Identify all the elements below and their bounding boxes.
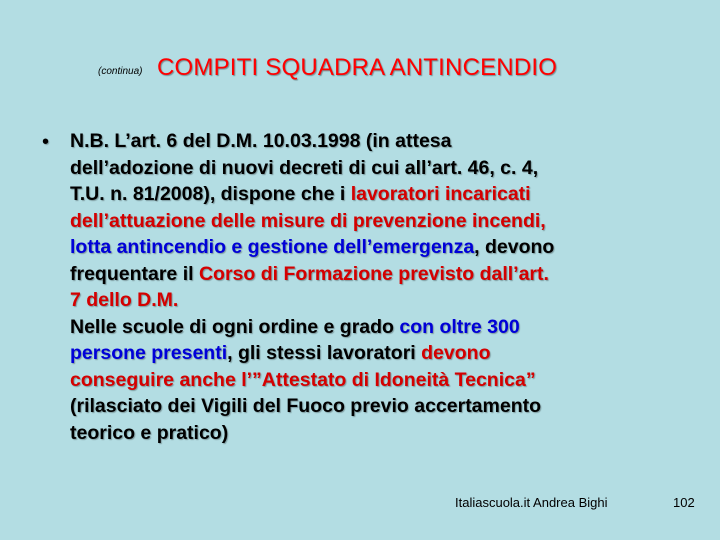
text-segment: frequentare il (70, 262, 199, 285)
text-line (70, 340, 680, 367)
highlight-must: devono (421, 342, 491, 364)
text-segment: (rilasciato dei Vigili del Fuoco previo accertamento (70, 395, 542, 417)
text-line (70, 234, 680, 261)
highlight-course: Corso di Formazione previsto dall’art. (198, 262, 549, 285)
text-segment: teorico e pratico) (70, 421, 229, 444)
highlight-people-present: persone presenti (70, 342, 228, 364)
highlight-certificate: conseguire anche l’”Attestato di Idoneità Tecnica” (70, 368, 536, 391)
highlight-workers: lavoratori incaricati (350, 183, 531, 205)
page-number: 102 (673, 495, 695, 510)
text-line (70, 420, 680, 447)
continued-label: (continua) (98, 66, 143, 77)
text-line (70, 367, 680, 394)
text-line (70, 261, 680, 288)
highlight-emergency: lotta antincendio e gestione dell’emergenza (70, 236, 475, 258)
body-text (70, 128, 680, 446)
text-segment: , devono (474, 236, 555, 258)
text-line (70, 314, 680, 341)
text-line (70, 393, 680, 420)
text-segment: T.U. n. 81/2008), dispone che i (70, 183, 351, 205)
text-line (70, 287, 680, 314)
text-segment: , gli stessi lavoratori (227, 342, 422, 364)
text-line (70, 155, 680, 182)
slide-title: COMPITI SQUADRA ANTINCENDIO (157, 54, 558, 81)
highlight-workers-cont: dell’attuazione delle misure di prevenzione incendi, (70, 209, 546, 232)
bullet-point: • (42, 131, 50, 153)
text-segment: N.B. L’art. 6 del D.M. 10.03.1998 (in attesa (70, 130, 452, 152)
highlight-300-people: con oltre 300 (399, 315, 520, 338)
highlight-course-cont: 7 dello D.M. (70, 289, 179, 311)
text-line (70, 128, 680, 155)
footer-author: Italiascuola.it Andrea Bighi (455, 495, 608, 510)
text-segment: Nelle scuole di ogni ordine e grado (70, 315, 400, 338)
text-segment: dell’adozione di nuovi decreti di cui all’art. 46, c. 4, (70, 156, 539, 179)
text-line (70, 208, 680, 235)
text-line (70, 181, 680, 208)
